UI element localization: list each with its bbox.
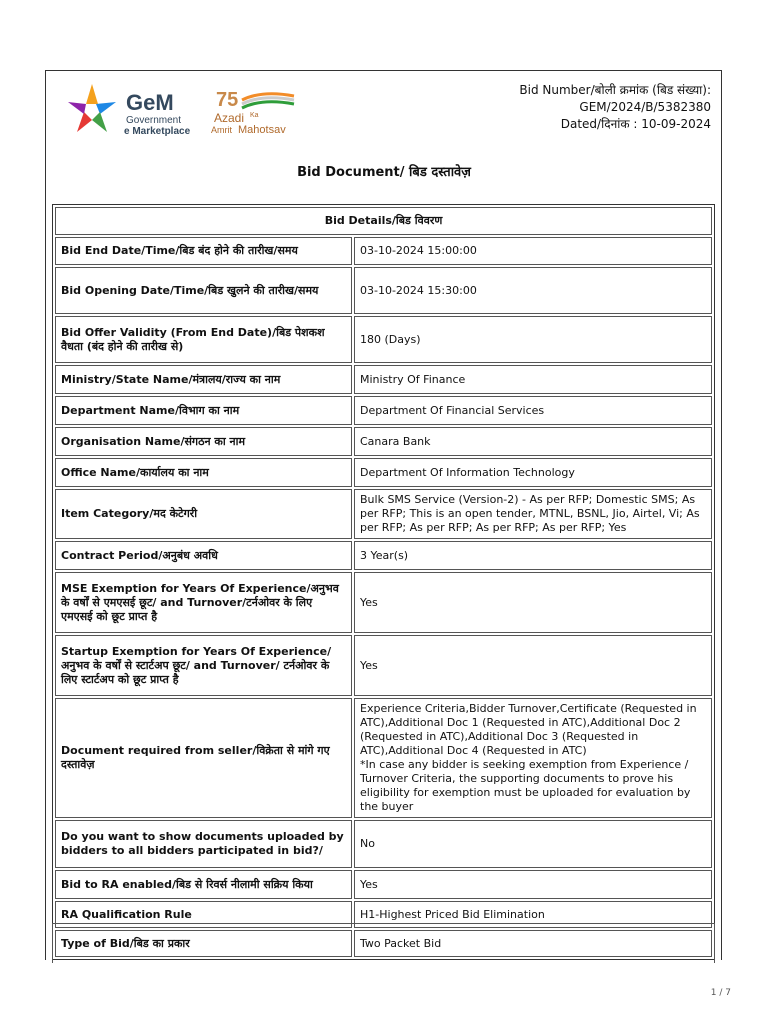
row-value <box>354 316 712 363</box>
row-label: Startup Exemption for Years Of Experience/अनुभव के वर्षों से स्टार्टअप छूट/ and Turnover/ टर्नओवर के लिए स्टार्टअप को छूट प्राप्त है <box>55 635 352 696</box>
azadi-logo-word3: Amrit <box>211 125 232 135</box>
row-value <box>354 427 712 456</box>
row-label: Do you want to show documents uploaded by bidders to all bidders participated in bid?/ <box>55 820 352 868</box>
table-row <box>55 820 712 868</box>
row-label: RA Qualification Rule <box>55 901 352 928</box>
flag-swoosh-icon <box>242 94 294 108</box>
azadi-logo-number: 75 <box>216 89 239 111</box>
dated-value: 10-09-2024 <box>641 117 711 131</box>
table-row <box>55 316 712 363</box>
page-number: 1 / 7 <box>710 988 731 998</box>
row-value <box>354 365 712 394</box>
row-label: Item Category/मद केटेगरी <box>55 489 352 539</box>
document-title: Bid Document/ बिड दस्तावेज़ <box>297 165 471 180</box>
row-value <box>354 820 712 868</box>
row-value <box>354 237 712 265</box>
table-row <box>55 237 712 265</box>
row-value-text: 3 Year(s) <box>360 548 409 562</box>
table-row <box>55 458 712 487</box>
row-value-text: Yes <box>360 658 378 672</box>
table-row <box>55 489 712 539</box>
row-label: Contract Period/अनुबंध अवधि <box>55 541 352 570</box>
row-value-note: *In case any bidder is seeking exemption from Experience / Turnover Criteria, the supporting documents to prove his eligibility for exemption must be uploaded for evaluation by the buyer <box>360 758 691 813</box>
bid-date <box>519 116 711 133</box>
row-value <box>354 267 712 314</box>
row-label: Office Name/कार्यालय का नाम <box>55 458 352 487</box>
row-value-text: 03-10-2024 15:00:00 <box>360 244 477 257</box>
row-value <box>354 541 712 570</box>
next-section-box <box>52 923 715 963</box>
row-label: Department Name/विभाग का नाम <box>55 396 352 425</box>
row-value-text: Canara Bank <box>360 434 431 448</box>
azadi-logo-word4: Mahotsav <box>238 124 286 136</box>
table-row <box>55 267 712 314</box>
row-label: Bid to RA enabled/बिड से रिवर्स नीलामी सक्रिय किया <box>55 870 352 899</box>
table-row <box>55 635 712 696</box>
row-value-text: Two Packet Bid <box>360 936 442 950</box>
bid-info <box>519 82 711 133</box>
table-row <box>55 541 712 570</box>
table-row <box>55 365 712 394</box>
table-row <box>55 396 712 425</box>
table-row <box>55 698 712 818</box>
row-value <box>354 396 712 425</box>
row-value-text: Ministry Of Finance <box>360 372 466 386</box>
table-row <box>55 870 712 899</box>
dated-label: Dated/दिनांक : <box>560 117 638 131</box>
row-value-text: No <box>360 837 375 850</box>
bid-number-label: Bid Number/बोली क्रमांक (बिड संख्या): <box>519 83 711 97</box>
row-label: Ministry/State Name/मंत्रालय/राज्य का नाम <box>55 365 352 394</box>
row-value <box>354 870 712 899</box>
table-row <box>55 572 712 633</box>
row-value <box>354 635 712 696</box>
row-value <box>354 489 712 539</box>
azadi-logo-word1: Azadi <box>214 111 245 125</box>
table-heading: Bid Details/बिड विवरण <box>55 207 712 235</box>
row-label: Type of Bid/बिड का प्रकार <box>55 930 352 957</box>
row-value-text: Department Of Information Technology <box>360 465 575 479</box>
row-value <box>354 458 712 487</box>
table-heading-row <box>55 207 712 235</box>
row-value-text: Experience Criteria,Bidder Turnover,Certificate (Requested in ATC),Additional Doc 1 (Requested in ATC),Additional Doc 2 (Requested in ATC),Additional Doc 3 (Requested in ATC),Additional Doc 4 (Requested in ATC) <box>360 702 697 757</box>
table-row <box>55 427 712 456</box>
bid-number-value: GEM/2024/B/5382380 <box>579 100 711 114</box>
row-value-text: Department Of Financial Services <box>360 403 545 417</box>
row-label: Organisation Name/संगठन का नाम <box>55 427 352 456</box>
row-value-text: 03-10-2024 15:30:00 <box>360 283 477 297</box>
row-value-text: H1-Highest Priced Bid Elimination <box>360 907 545 921</box>
row-value-text: 180 (Days) <box>360 332 421 346</box>
azadi-logo-word2: Ka <box>250 112 259 119</box>
row-value-text: Yes <box>360 877 378 891</box>
row-value-text: Yes <box>360 595 378 609</box>
row-label: Bid Offer Validity (From End Date)/बिड पेशकश वैधता (बंद होने की तारीख से) <box>55 316 352 363</box>
gem-logo-line2: e Marketplace <box>124 126 191 137</box>
row-label: MSE Exemption for Years Of Experience/अनुभव के वर्षों से एमएसई छूट/ and Turnover/टर्नओवर के लिए एमएसई को छूट प्राप्त है <box>55 572 352 633</box>
row-value <box>354 698 712 818</box>
row-value-text: Bulk SMS Service (Version-2) - As per RFP; Domestic SMS; As per RFP; This is an open tender, MTNL, BSNL, Jio, Airtel, Vi; As per RFP; As per RFP; As per RFP; As per RFP; Yes <box>360 493 700 534</box>
row-label: Bid Opening Date/Time/बिड खुलने की तारीख/समय <box>55 267 352 314</box>
row-label: Bid End Date/Time/बिड बंद होने की तारीख/समय <box>55 237 352 265</box>
gem-azadi-logos <box>62 80 302 140</box>
row-value <box>354 572 712 633</box>
gem-star-icon <box>68 84 116 132</box>
bid-details-table <box>52 204 715 960</box>
row-label: Document required from seller/विक्रेता से मांगे गए दस्तावेज़ <box>55 698 352 818</box>
gem-logo-line1: Government <box>126 115 182 126</box>
gem-logo-text: GeM <box>126 90 174 115</box>
